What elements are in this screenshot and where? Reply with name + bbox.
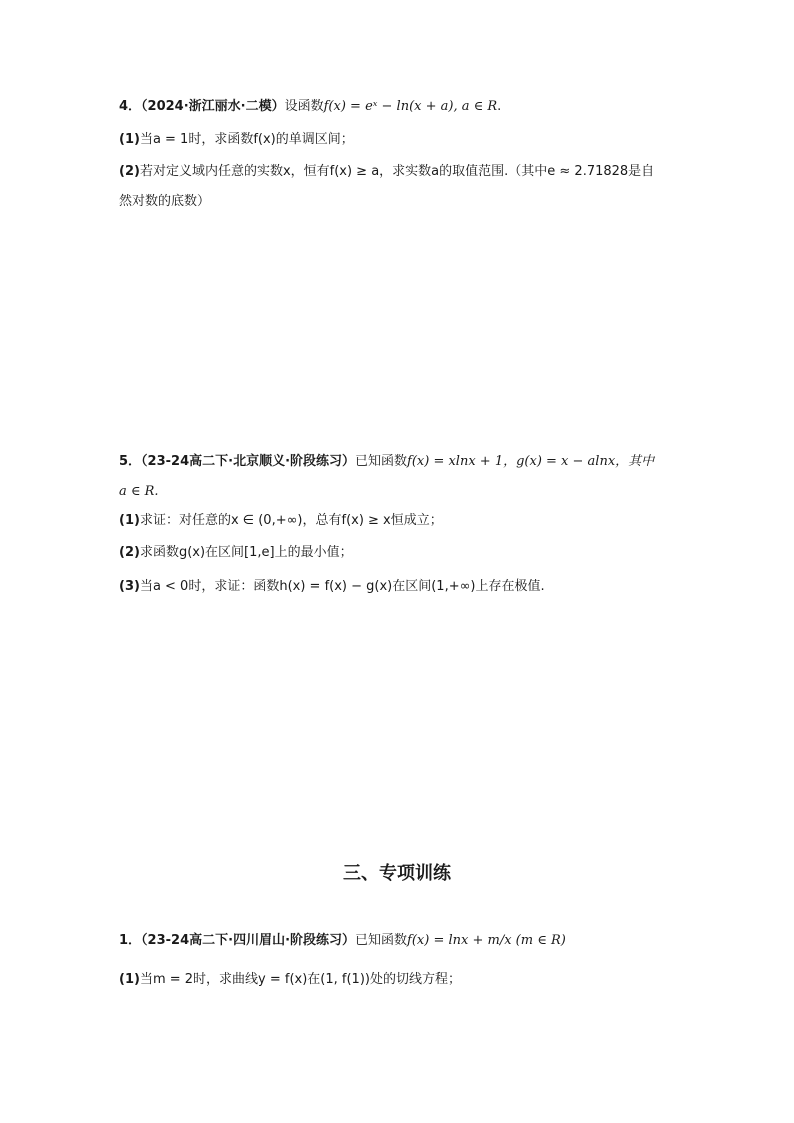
problem-number: 1． <box>119 933 142 948</box>
section-title: 三、专项训练 <box>343 863 451 884</box>
part-text: 当a = 1时，求函数f(x)的单调区间； <box>139 132 354 147</box>
part-text: 求证：对任意的x ∈ (0,+∞)，总有f(x) ≥ x恒成立； <box>139 513 443 528</box>
part-label: (1) <box>119 972 140 987</box>
problem-formula: f(x) = lnx + m/x (m ∈ R) <box>407 933 566 948</box>
problem-4-part-2-continuation <box>119 192 210 212</box>
problem-number: 4． <box>119 99 142 114</box>
part-text-continuation: 然对数的底数） <box>119 194 211 209</box>
problem-source: （23-24高二下·四川眉山·阶段练习） <box>141 933 356 948</box>
problem-number: 5． <box>119 454 142 469</box>
problem-5-header <box>119 452 654 472</box>
problem-formula: f(x) = xlnx + 1，g(x) = x − alnx，其中 <box>407 454 655 469</box>
problem-end: . <box>497 99 502 114</box>
problem-4-part-2 <box>119 162 654 182</box>
problem-5-part-1 <box>119 511 443 531</box>
training-1-part-1 <box>119 970 461 990</box>
problem-4-header <box>119 97 501 117</box>
problem-lead: 已知函数 <box>355 933 408 948</box>
problem-source: （2024·浙江丽水·二模） <box>141 99 285 114</box>
problem-5-header-continuation <box>119 482 159 502</box>
problem-lead: 已知函数 <box>355 454 408 469</box>
problem-5-part-2 <box>119 543 353 563</box>
problem-source: （23-24高二下·北京顺义·阶段练习） <box>141 454 356 469</box>
part-text: 若对定义域内任意的实数x，恒有f(x) ≥ a，求实数a的取值范围.（其中e ≈ 2.71828是自 <box>139 164 655 179</box>
part-text: 当a < 0时，求证：函数h(x) = f(x) − g(x)在区间(1,+∞)上存在极值. <box>139 579 545 594</box>
problem-5-part-3 <box>119 577 545 597</box>
problem-4-part-1 <box>119 130 354 150</box>
problem-lead: 设函数 <box>284 99 324 114</box>
part-label: (2) <box>119 164 140 179</box>
part-label: (1) <box>119 132 140 147</box>
part-label: (2) <box>119 545 140 560</box>
part-text: 求函数g(x)在区间[1,e]上的最小值； <box>139 545 353 560</box>
problem-formula: f(x) = eˣ − ln(x + a), a ∈ R <box>323 99 498 114</box>
part-label: (3) <box>119 579 140 594</box>
part-label: (1) <box>119 513 140 528</box>
part-text: 当m = 2时，求曲线y = f(x)在(1, f(1))处的切线方程； <box>139 972 461 987</box>
training-1-header <box>119 931 566 951</box>
problem-formula-continuation: a ∈ R. <box>119 484 159 499</box>
